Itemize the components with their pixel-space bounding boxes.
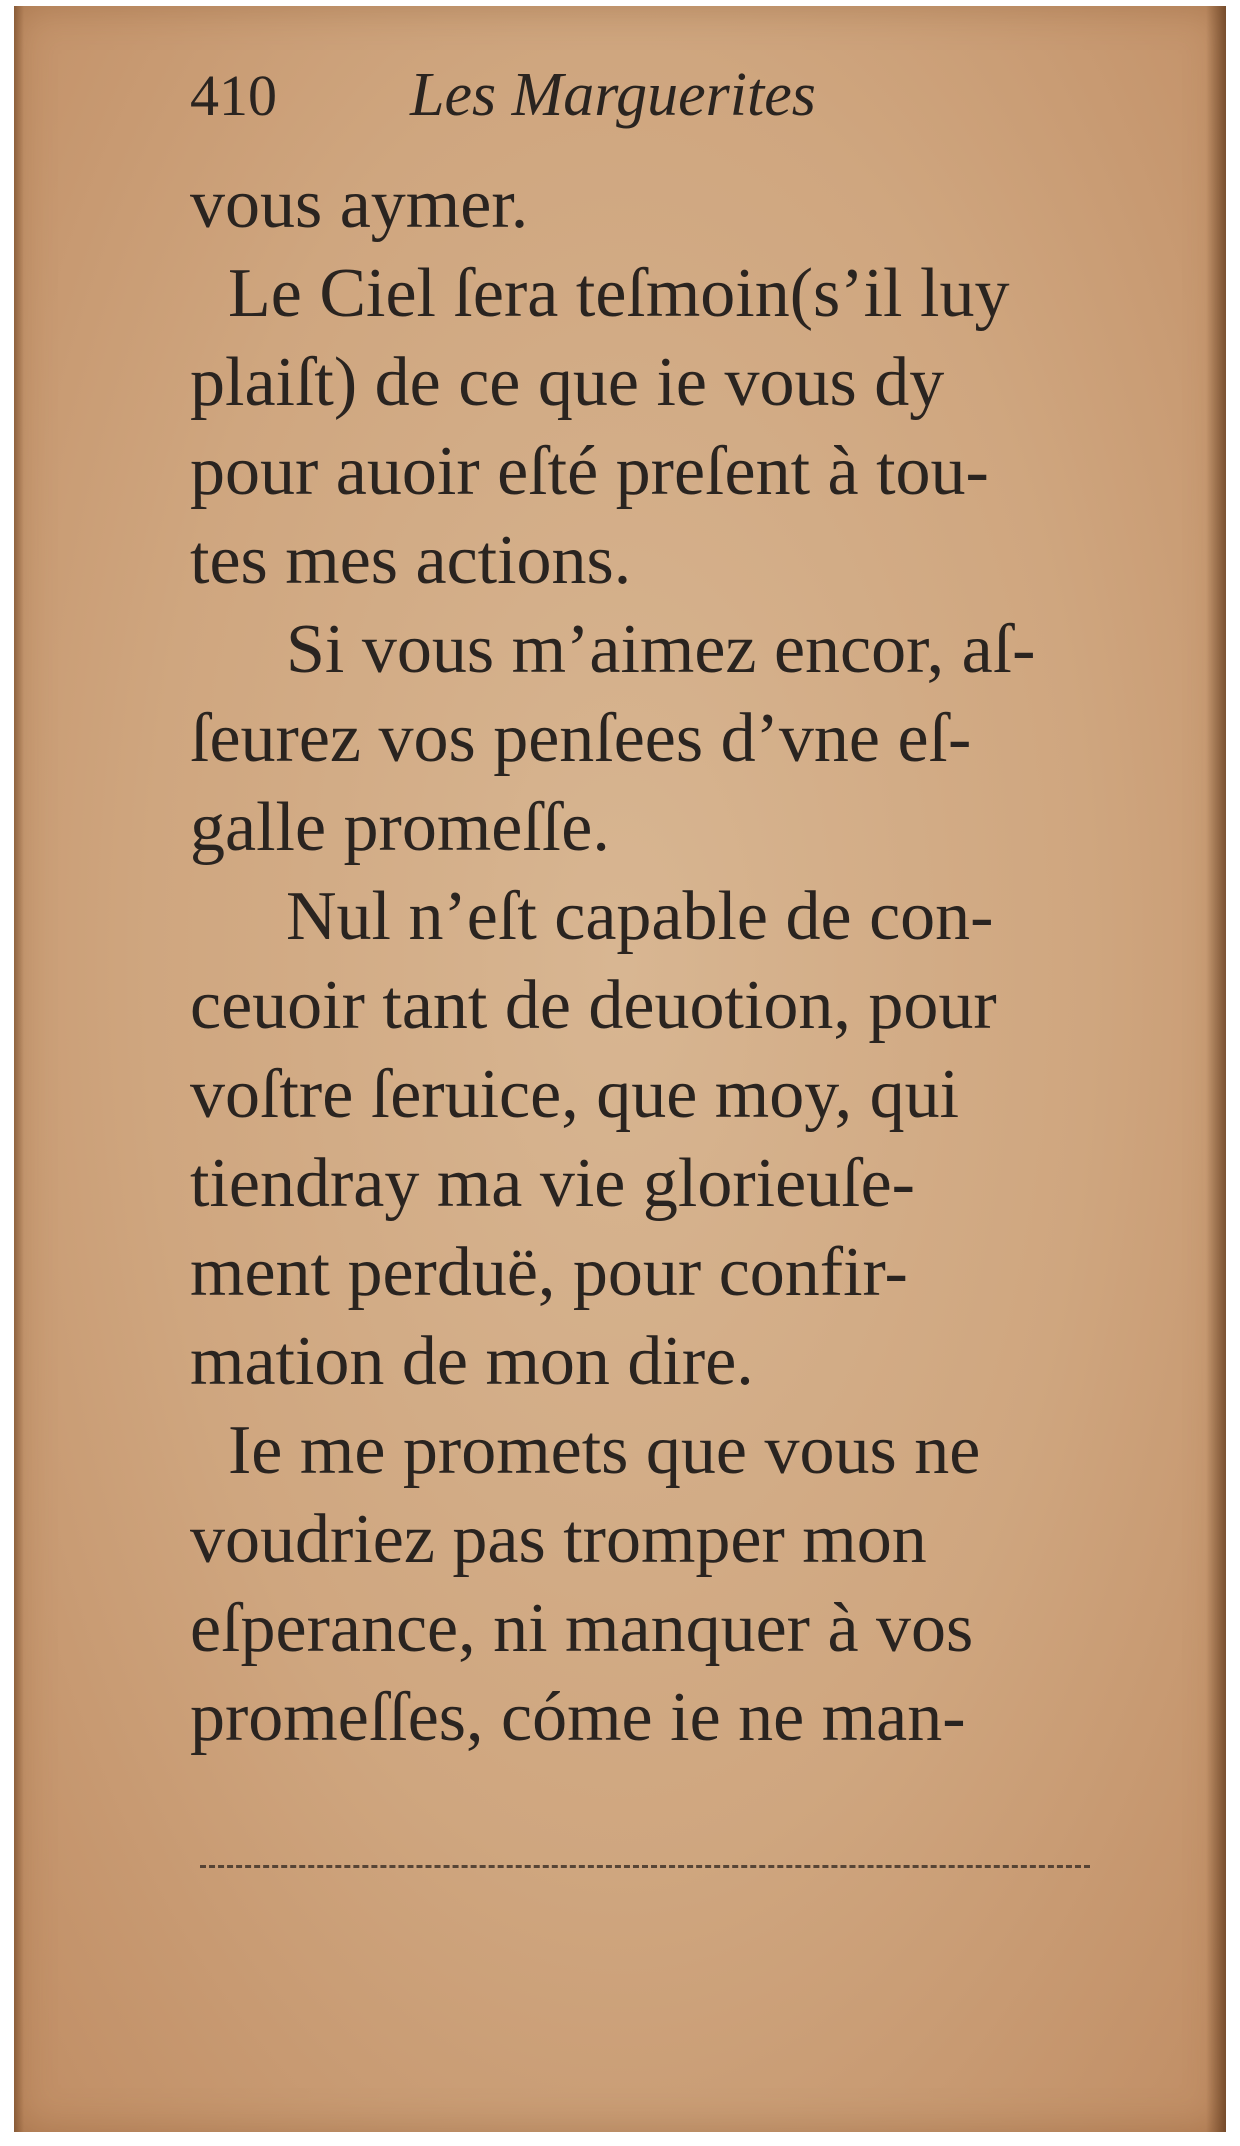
paragraph-start-line: Si vous m’aimez encor, aſ- (286, 611, 1036, 688)
text-line: mation de mon dire. (190, 1323, 754, 1400)
text-line: plaiſt) de ce que ie vous dy (190, 344, 945, 421)
text-line: voudriez pas tromper mon (190, 1501, 927, 1578)
text-line: vous aymer. (190, 166, 529, 243)
text-line: pour auoir eſté preſent à tou- (190, 433, 989, 510)
text-line: eſperance, ni manquer à vos (190, 1590, 974, 1667)
paragraph-start-line: Ie me promets que vous ne (228, 1412, 981, 1489)
text-line: tes mes actions. (190, 522, 632, 599)
right-page-shadow (1206, 6, 1226, 2132)
bottom-rule (200, 1865, 1090, 1868)
left-page-shadow (14, 6, 24, 2132)
text-line: ſeurez vos penſees d’vne eſ- (190, 700, 972, 777)
page-number: 410 (190, 63, 277, 128)
paragraph-start-line: Nul n’eſt capable de con- (286, 878, 994, 955)
text-line: promeſſes, cóme ie ne man- (190, 1679, 966, 1756)
text-line: ment perduë, pour confir- (190, 1234, 908, 1311)
running-title: Les Marguerites (410, 61, 816, 129)
text-line: ceuoir tant de deuotion, pour (190, 967, 997, 1044)
text-line: tiendray ma vie glorieuſe- (190, 1145, 915, 1222)
text-line: voſtre ſeruice, que moy, qui (190, 1056, 960, 1133)
page-header (190, 60, 1120, 160)
paragraph-start-line: Le Ciel ſera teſmoin(s’il luy (228, 255, 1010, 332)
book-page-text (190, 60, 1120, 1762)
text-line: galle promeſſe. (190, 789, 610, 866)
